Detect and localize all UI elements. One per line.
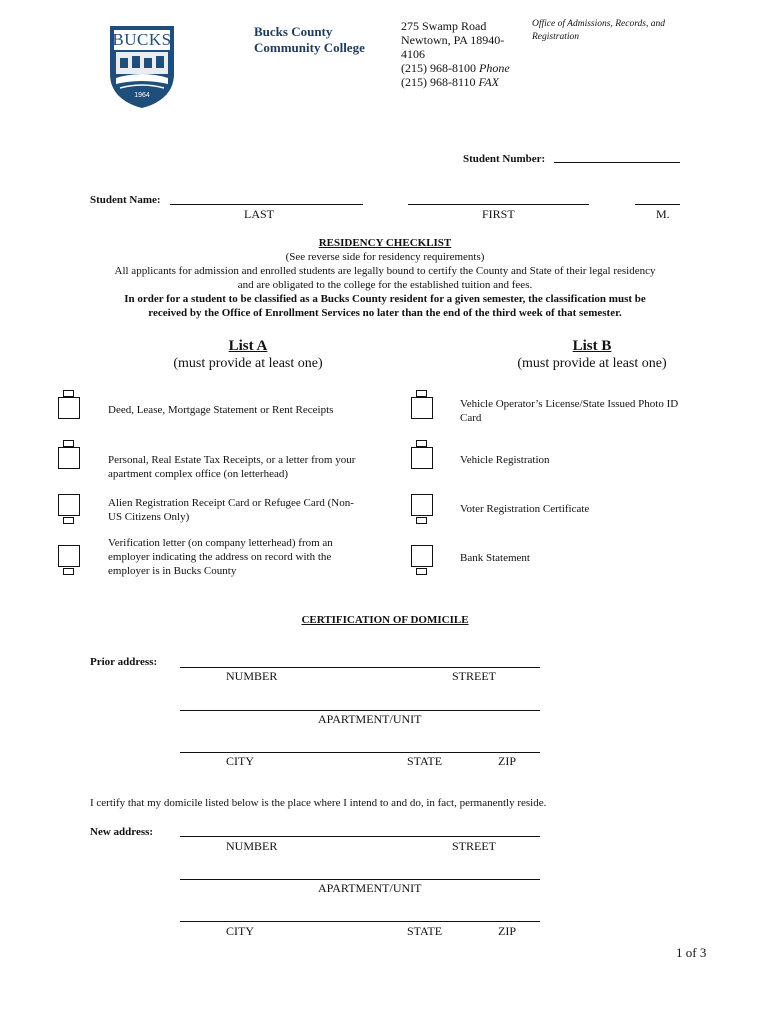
list-b-item-text [460, 551, 710, 565]
list-a-item[interactable] [58, 390, 388, 426]
student-number-field[interactable] [554, 162, 680, 163]
list-a-checkbox-3-box[interactable] [58, 494, 80, 516]
list-a-checkbox-3[interactable] [63, 517, 74, 524]
logo-year: 1964 [134, 92, 150, 99]
list-a-header [130, 337, 366, 373]
checklist-bold-line2: received by the Office of Enrollment Services no later than the end of the third week of that semester. [148, 307, 622, 319]
new-zip-label: ZIP [498, 924, 516, 938]
first-name-field[interactable] [408, 204, 589, 205]
list-b-item-1-line2: Card [460, 412, 482, 424]
new-number-label: NUMBER [226, 839, 278, 853]
new-city-state-zip-field[interactable] [180, 921, 540, 922]
prior-zip-label: ZIP [498, 754, 516, 768]
list-b-item-3-line1: Voter Registration Certificate [460, 503, 590, 515]
new-apartment-label: APARTMENT/UNIT [318, 881, 422, 895]
list-a-checkbox-2[interactable] [63, 440, 74, 447]
college-name [254, 24, 365, 56]
list-a-item[interactable] [58, 440, 388, 480]
logo-text: BUCKS [112, 30, 172, 49]
office-line1: Office of Admissions, Records, and [532, 19, 665, 29]
list-a-item-3-line1: Alien Registration Receipt Card or Refugee Card (Non- [108, 497, 354, 509]
domicile-statement: I certify that my domicile listed below is the place where I intend to and do, in fact, permanently reside. [90, 797, 547, 809]
list-a-item-3-line2: US Citizens Only) [108, 511, 190, 523]
list-a-item-4-line1: Verification letter (on company letterhead) from an [108, 537, 333, 549]
middle-label: M. [656, 207, 670, 221]
list-b-checkbox-1[interactable] [416, 390, 427, 397]
college-name-line1: Bucks County [254, 24, 333, 39]
list-b-checkbox-3[interactable] [416, 517, 427, 524]
list-a-item-text [108, 453, 398, 481]
checklist-line1: (See reverse side for residency requirements) [285, 251, 485, 263]
phone-line [401, 61, 510, 75]
list-b-title: List B [572, 338, 612, 354]
prior-number-label: NUMBER [226, 669, 278, 683]
new-city-label: CITY [226, 924, 254, 938]
list-a-item[interactable] [58, 537, 388, 585]
list-a-checkbox-2-box[interactable] [58, 447, 80, 469]
middle-initial-field[interactable] [635, 204, 680, 205]
residency-checklist [40, 236, 730, 320]
certification-title: CERTIFICATION OF DOMICILE [301, 614, 469, 626]
last-label: LAST [244, 207, 274, 221]
prior-address-label: Prior address: [90, 656, 158, 668]
list-a-item[interactable] [58, 494, 388, 530]
address-line2: Newtown, PA 18940- [401, 33, 505, 47]
list-b-checkbox-2-box[interactable] [411, 447, 433, 469]
prior-city-label: CITY [226, 754, 254, 768]
college-logo [108, 22, 176, 110]
list-b-subtitle: (must provide at least one) [517, 356, 667, 371]
list-a-subtitle: (must provide at least one) [173, 356, 323, 371]
checklist-bold-line1: In order for a student to be classified as a Bucks County resident for a given semester, the classification must be [124, 293, 646, 305]
fax-number: (215) 968-8110 [401, 75, 476, 89]
address-line1: 275 Swamp Road [401, 19, 487, 33]
list-b-item-text [460, 502, 710, 516]
list-a-item-2-line1: Personal, Real Estate Tax Receipts, or a letter from your [108, 454, 356, 466]
new-state-label: STATE [407, 924, 443, 938]
office-name [532, 18, 665, 44]
list-a-item-text [108, 536, 398, 578]
list-a-item-text [108, 496, 398, 524]
list-a-checkbox-1[interactable] [63, 390, 74, 397]
list-a-item-4-line3: employer is in Bucks County [108, 565, 237, 577]
list-a-title: List A [228, 338, 268, 354]
list-b-checkbox-2[interactable] [416, 440, 427, 447]
address-line3: 4106 [401, 47, 425, 61]
list-b-item-4-line1: Bank Statement [460, 552, 530, 564]
office-line2: Registration [532, 32, 579, 42]
list-a-item-text [108, 403, 388, 417]
checklist-title: RESIDENCY CHECKLIST [318, 237, 452, 249]
list-b-item-text [460, 453, 710, 467]
last-name-field[interactable] [170, 204, 363, 205]
phone-label: Phone [479, 61, 510, 75]
prior-street-label: STREET [452, 669, 496, 683]
list-b-checkbox-1-box[interactable] [411, 397, 433, 419]
prior-city-state-zip-field[interactable] [180, 752, 540, 753]
fax-label: FAX [478, 75, 499, 89]
list-b-item-text [460, 397, 710, 425]
phone-number: (215) 968-8100 [401, 61, 476, 75]
list-a-item-2-line2: apartment complex office (on letterhead) [108, 468, 288, 480]
new-number-street-field[interactable] [180, 836, 540, 837]
prior-apartment-field[interactable] [180, 710, 540, 711]
student-name-label: Student Name: [90, 194, 161, 206]
college-name-line2: Community College [254, 40, 365, 55]
list-a-checkbox-4[interactable] [63, 568, 74, 575]
list-b-header [474, 337, 710, 373]
list-b-checkbox-4-box[interactable] [411, 545, 433, 567]
list-a-item-1-line1: Deed, Lease, Mortgage Statement or Rent Receipts [108, 404, 334, 416]
list-b-item-1-line1: Vehicle Operator’s License/State Issued Photo ID [460, 398, 679, 410]
first-label: FIRST [482, 207, 515, 221]
college-address [401, 19, 510, 89]
list-b-item-2-line1: Vehicle Registration [460, 454, 550, 466]
prior-state-label: STATE [407, 754, 443, 768]
list-b-item[interactable] [411, 390, 711, 426]
list-b-item[interactable] [411, 440, 711, 476]
list-a-checkbox-4-box[interactable] [58, 545, 80, 567]
prior-number-street-field[interactable] [180, 667, 540, 668]
list-a-item-4-line2: employer indicating the address on record with the [108, 551, 332, 563]
list-b-item[interactable] [411, 494, 711, 530]
list-b-item[interactable] [411, 545, 711, 581]
new-apartment-field[interactable] [180, 879, 540, 880]
fax-line [401, 75, 510, 89]
list-a-checkbox-1-box[interactable] [58, 397, 80, 419]
student-number-label: Student Number: [463, 153, 546, 165]
new-street-label: STREET [452, 839, 496, 853]
new-address-label: New address: [90, 826, 154, 838]
page-number: 1 of 3 [676, 945, 707, 960]
list-b-checkbox-4[interactable] [416, 568, 427, 575]
checklist-line2: All applicants for admission and enrolled students are legally bound to certify the County and State of their legal residency [114, 265, 656, 277]
checklist-line3: and are obligated to the college for the established tuition and fees. [237, 279, 533, 291]
list-b-checkbox-3-box[interactable] [411, 494, 433, 516]
prior-apartment-label: APARTMENT/UNIT [318, 712, 422, 726]
